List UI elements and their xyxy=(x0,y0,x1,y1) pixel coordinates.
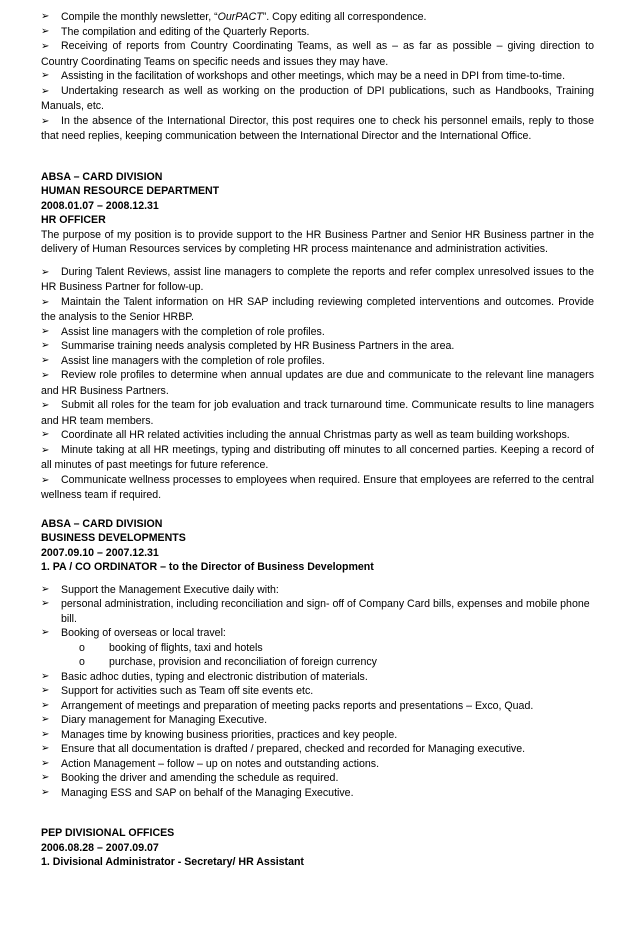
list-item: ➢ Diary management for Managing Executive. xyxy=(41,714,268,726)
arrow-bullet-icon: ➢ xyxy=(41,714,50,725)
company-name: ABSA – CARD DIVISION xyxy=(41,170,163,183)
list-item: ➢ Basic adhoc duties, typing and electronic distribution of materials. xyxy=(41,670,368,683)
arrow-bullet-icon: ➢ xyxy=(41,444,50,456)
arrow-bullet-icon: ➢ xyxy=(41,685,50,696)
duties-list xyxy=(41,265,594,503)
list-item: ➢ The compilation and editing of the Quarterly Reports. xyxy=(41,25,310,38)
job-section-hr xyxy=(41,170,594,503)
arrow-bullet-icon: ➢ xyxy=(41,429,50,440)
job-title: 1. Divisional Administrator - Secretary/ HR Assistant xyxy=(41,856,304,868)
list-item: ➢ Receiving of reports from Country Coordinating Teams, as well as – as far as possible – giving direction to Country Coordinating Teams on specific needs and issues they may have. xyxy=(41,40,594,68)
list-item: ➢ Assisting in the facilitation of workshops and other meetings, which may be a need in DPI from time-to-time. xyxy=(41,70,566,82)
list-item: ➢ Review role profiles to determine when annual updates are due and communicate to the relevant line managers and HR Business Partners. xyxy=(41,369,594,397)
arrow-bullet-icon: ➢ xyxy=(41,370,50,381)
job-section-pep xyxy=(41,826,594,870)
arrow-bullet-icon: ➢ xyxy=(41,474,50,486)
arrow-bullet-icon: ➢ xyxy=(41,266,50,278)
arrow-bullet-icon: ➢ xyxy=(41,325,50,337)
duties-list xyxy=(41,10,594,144)
list-item: ➢ Arrangement of meetings and preparation of meeting packs reports and presentations – Exco, Quad. xyxy=(41,699,534,712)
job-purpose: The purpose of my position is to provide support to the HR Business Partner and Senior HR Business partner in the delivery of Human Resources services by completing HR process maintenance and administration activities. xyxy=(41,228,594,255)
arrow-bullet-icon: ➢ xyxy=(41,400,50,411)
arrow-bullet-icon: ➢ xyxy=(41,728,50,740)
arrow-bullet-icon: ➢ xyxy=(41,85,50,97)
arrow-bullet-icon: ➢ xyxy=(41,743,50,754)
company-name: PEP DIVISIONAL OFFICES xyxy=(41,827,175,839)
arrow-bullet-icon: ➢ xyxy=(41,598,50,609)
circle-bullet-icon: o xyxy=(79,641,85,654)
arrow-bullet-icon: ➢ xyxy=(41,670,50,682)
list-item: ➢ Assist line managers with the completion of role profiles. xyxy=(41,325,325,338)
arrow-bullet-icon: ➢ xyxy=(41,772,50,783)
list-item: ➢ Action Management – follow – up on notes and outstanding actions. xyxy=(41,757,380,770)
arrow-bullet-icon: ➢ xyxy=(41,11,50,22)
arrow-bullet-icon: ➢ xyxy=(41,296,50,308)
list-item: ➢ Communicate wellness processes to employees when required. Ensure that employees are referred to the central wellness team if required. xyxy=(41,473,594,501)
arrow-bullet-icon: ➢ xyxy=(41,786,50,798)
list-item: ➢ Undertaking research as well as working on the production of DPI publications, such as Handbooks, Training Manuals, etc. xyxy=(41,84,594,112)
job-section-business-development xyxy=(41,517,594,801)
list-item: ➢ personal administration, including reconciliation and sign- off of Company Card bills, expenses and mobile phone bill. xyxy=(41,598,590,625)
arrow-bullet-icon: ➢ xyxy=(41,115,50,127)
list-item: ➢ Ensure that all documentation is drafted / prepared, checked and recorded for Managing executive. xyxy=(41,743,526,755)
list-item: ➢ During Talent Reviews, assist line managers to complete the reports and refer complex unresolved issues to the HR Business Partner for follow-up. xyxy=(41,265,594,293)
arrow-bullet-icon: ➢ xyxy=(41,340,50,351)
job-title: 1. PA / CO ORDINATOR – to the Director of Business Development xyxy=(41,561,374,573)
list-item: ➢ Coordinate all HR related activities including the annual Christmas party as well as team building workshops. xyxy=(41,429,570,441)
duties-list xyxy=(41,583,594,801)
list-item: ➢ Manages time by knowing business priorities, practices and key people. xyxy=(41,728,398,741)
arrow-bullet-icon: ➢ xyxy=(41,757,50,769)
list-item: ➢ Compile the monthly newsletter, “OurPACT”. Copy editing all correspondence. xyxy=(41,11,427,23)
job-dates: 2007.09.10 – 2007.12.31 xyxy=(41,546,159,559)
department-name: HUMAN RESOURCE DEPARTMENT xyxy=(41,185,220,197)
job-dates: 2008.01.07 – 2008.12.31 xyxy=(41,199,159,212)
list-item: ➢ Booking of overseas or local travel: xyxy=(41,627,226,639)
circle-bullet-icon: o xyxy=(79,656,85,668)
list-item: ➢ Submit all roles for the team for job evaluation and track turnaround time. Communicate results to line managers and HR team members. xyxy=(41,399,594,427)
arrow-bullet-icon: ➢ xyxy=(41,627,50,638)
arrow-bullet-icon: ➢ xyxy=(41,70,50,81)
arrow-bullet-icon: ➢ xyxy=(41,41,50,52)
list-item: ➢ In the absence of the International Director, this post requires one to check his personnel emails, reply to those that need replies, keeping communication between the International Director and the International Office. xyxy=(41,114,594,142)
arrow-bullet-icon: ➢ xyxy=(41,583,50,595)
list-item: ➢ Support for activities such as Team off site events etc. xyxy=(41,685,314,697)
company-name: ABSA – CARD DIVISION xyxy=(41,517,163,530)
list-item: ➢ Summarise training needs analysis completed by HR Business Partners in the area. xyxy=(41,340,455,352)
list-item: ➢ Support the Management Executive daily with: xyxy=(41,583,279,596)
sub-list-item: o booking of flights, taxi and hotels xyxy=(79,641,263,654)
department-name: BUSINESS DEVELOPMENTS xyxy=(41,532,186,544)
job-dates: 2006.08.28 – 2007.09.07 xyxy=(41,841,159,854)
arrow-bullet-icon: ➢ xyxy=(41,25,50,37)
list-item: ➢ Assist line managers with the completion of role profiles. xyxy=(41,354,325,367)
arrow-bullet-icon: ➢ xyxy=(41,354,50,366)
arrow-bullet-icon: ➢ xyxy=(41,699,50,711)
list-item: ➢ Managing ESS and SAP on behalf of the Managing Executive. xyxy=(41,786,354,799)
job-title: HR OFFICER xyxy=(41,214,106,226)
list-item: ➢ Maintain the Talent information on HR SAP including reviewing completed interventions and outcomes. Provide the analysis to the Senior HRBP. xyxy=(41,295,594,323)
list-item: ➢ Booking the driver and amending the schedule as required. xyxy=(41,772,339,784)
list-item: ➢ Minute taking at all HR meetings, typing and distributing off minutes to all concerned parties. Keeping a record of all minutes of past meetings for future reference. xyxy=(41,443,594,471)
sub-list-item: o purchase, provision and reconciliation of foreign currency xyxy=(79,656,377,668)
